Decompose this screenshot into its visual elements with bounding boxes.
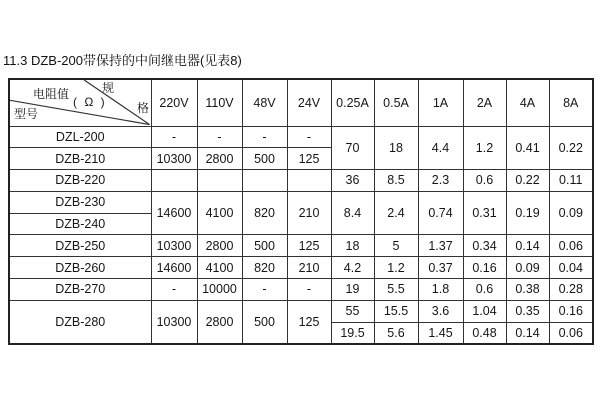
value-cell bbox=[151, 170, 197, 192]
value-cell: 0.19 bbox=[506, 191, 549, 235]
value-cell: 14600 bbox=[151, 257, 197, 279]
resistance-label: 电阻值 bbox=[33, 87, 70, 101]
value-cell: 500 bbox=[242, 148, 287, 170]
value-cell: 500 bbox=[242, 235, 287, 257]
col-header-24v: 24V bbox=[287, 79, 331, 126]
value-cell: 0.14 bbox=[506, 322, 549, 344]
model-cell: DZB-220 bbox=[9, 170, 151, 192]
model-cell: DZL-200 bbox=[9, 126, 151, 148]
value-cell: 0.31 bbox=[463, 191, 506, 235]
value-cell: - bbox=[151, 279, 197, 301]
relay-spec-table bbox=[8, 78, 594, 345]
table-row-dzb-220 bbox=[9, 170, 593, 192]
value-cell: 0.14 bbox=[506, 235, 549, 257]
value-cell: 14600 bbox=[151, 191, 197, 235]
model-cell: DZB-230 bbox=[9, 191, 151, 213]
value-cell: 125 bbox=[287, 148, 331, 170]
resistance-unit-label: ( Ω ) bbox=[73, 95, 107, 109]
value-cell: 3.6 bbox=[418, 300, 463, 322]
value-cell: 125 bbox=[287, 300, 331, 344]
diagonal-header-cell bbox=[9, 79, 151, 126]
model-cell: DZB-240 bbox=[9, 213, 151, 235]
value-cell: 820 bbox=[242, 257, 287, 279]
value-cell: 10000 bbox=[197, 279, 242, 301]
model-label: 型号 bbox=[14, 107, 39, 121]
value-cell: 4100 bbox=[197, 191, 242, 235]
col-header-0-25a: 0.25A bbox=[331, 79, 374, 126]
table-row-dzb-230 bbox=[9, 191, 593, 213]
value-cell: 0.41 bbox=[506, 126, 549, 170]
value-cell: 1.45 bbox=[418, 322, 463, 344]
value-cell: 8.4 bbox=[331, 191, 374, 235]
value-cell: 0.22 bbox=[549, 126, 593, 170]
value-cell: 0.16 bbox=[549, 300, 593, 322]
value-cell: 18 bbox=[374, 126, 418, 170]
col-header-48v: 48V bbox=[242, 79, 287, 126]
value-cell: - bbox=[151, 126, 197, 148]
value-cell: 0.06 bbox=[549, 235, 593, 257]
section-title: 11.3 DZB-200带保持的中间继电器(见表8) bbox=[3, 53, 242, 68]
value-cell: 0.74 bbox=[418, 191, 463, 235]
model-cell: DZB-250 bbox=[9, 235, 151, 257]
value-cell: 1.2 bbox=[374, 257, 418, 279]
value-cell: 5.6 bbox=[374, 322, 418, 344]
value-cell: 0.28 bbox=[549, 279, 593, 301]
value-cell: 2800 bbox=[197, 148, 242, 170]
value-cell: 0.6 bbox=[463, 279, 506, 301]
value-cell: 820 bbox=[242, 191, 287, 235]
value-cell: 1.2 bbox=[463, 126, 506, 170]
header-row bbox=[9, 79, 593, 126]
value-cell: 0.48 bbox=[463, 322, 506, 344]
value-cell: 2.3 bbox=[418, 170, 463, 192]
value-cell: 10300 bbox=[151, 148, 197, 170]
value-cell bbox=[197, 170, 242, 192]
model-cell: DZB-270 bbox=[9, 279, 151, 301]
value-cell: - bbox=[287, 279, 331, 301]
value-cell: 4.2 bbox=[331, 257, 374, 279]
value-cell: 0.35 bbox=[506, 300, 549, 322]
value-cell: 18 bbox=[331, 235, 374, 257]
value-cell: 0.34 bbox=[463, 235, 506, 257]
value-cell: 8.5 bbox=[374, 170, 418, 192]
value-cell: 4100 bbox=[197, 257, 242, 279]
value-cell: 0.37 bbox=[418, 257, 463, 279]
col-header-110v: 110V bbox=[197, 79, 242, 126]
value-cell: 4.4 bbox=[418, 126, 463, 170]
value-cell: 15.5 bbox=[374, 300, 418, 322]
value-cell: 1.04 bbox=[463, 300, 506, 322]
value-cell: - bbox=[242, 279, 287, 301]
value-cell: - bbox=[242, 126, 287, 148]
value-cell: 10300 bbox=[151, 235, 197, 257]
model-cell: DZB-210 bbox=[9, 148, 151, 170]
col-header-1a: 1A bbox=[418, 79, 463, 126]
col-header-8a: 8A bbox=[549, 79, 593, 126]
value-cell: 70 bbox=[331, 126, 374, 170]
col-header-4a: 4A bbox=[506, 79, 549, 126]
value-cell: 2.4 bbox=[374, 191, 418, 235]
value-cell: 0.38 bbox=[506, 279, 549, 301]
value-cell: 1.8 bbox=[418, 279, 463, 301]
col-header-220v: 220V bbox=[151, 79, 197, 126]
model-cell: DZB-260 bbox=[9, 257, 151, 279]
value-cell: 5 bbox=[374, 235, 418, 257]
value-cell: 0.6 bbox=[463, 170, 506, 192]
value-cell bbox=[242, 170, 287, 192]
spec-label-bottom: 格 bbox=[137, 101, 150, 115]
value-cell: 0.09 bbox=[506, 257, 549, 279]
col-header-0-5a: 0.5A bbox=[374, 79, 418, 126]
value-cell: 55 bbox=[331, 300, 374, 322]
table-row-dzb-280 bbox=[9, 300, 593, 322]
value-cell: 0.22 bbox=[506, 170, 549, 192]
col-header-2a: 2A bbox=[463, 79, 506, 126]
value-cell: - bbox=[197, 126, 242, 148]
table-row-dzb-270 bbox=[9, 279, 593, 301]
value-cell: 125 bbox=[287, 235, 331, 257]
value-cell: 5.5 bbox=[374, 279, 418, 301]
value-cell bbox=[287, 170, 331, 192]
value-cell: 2800 bbox=[197, 300, 242, 344]
value-cell: 19.5 bbox=[331, 322, 374, 344]
value-cell: 210 bbox=[287, 257, 331, 279]
spec-label-top: 规 bbox=[102, 81, 115, 95]
value-cell: 19 bbox=[331, 279, 374, 301]
table-row-dzb-260 bbox=[9, 257, 593, 279]
table-row-dzb-250 bbox=[9, 235, 593, 257]
value-cell: 500 bbox=[242, 300, 287, 344]
value-cell: 10300 bbox=[151, 300, 197, 344]
table-row-dzl-200 bbox=[9, 126, 593, 148]
value-cell: 0.04 bbox=[549, 257, 593, 279]
value-cell: 0.09 bbox=[549, 191, 593, 235]
value-cell: - bbox=[287, 126, 331, 148]
value-cell: 0.11 bbox=[549, 170, 593, 192]
value-cell: 0.06 bbox=[549, 322, 593, 344]
value-cell: 2800 bbox=[197, 235, 242, 257]
value-cell: 1.37 bbox=[418, 235, 463, 257]
model-cell: DZB-280 bbox=[9, 300, 151, 344]
value-cell: 210 bbox=[287, 191, 331, 235]
value-cell: 36 bbox=[331, 170, 374, 192]
value-cell: 0.16 bbox=[463, 257, 506, 279]
